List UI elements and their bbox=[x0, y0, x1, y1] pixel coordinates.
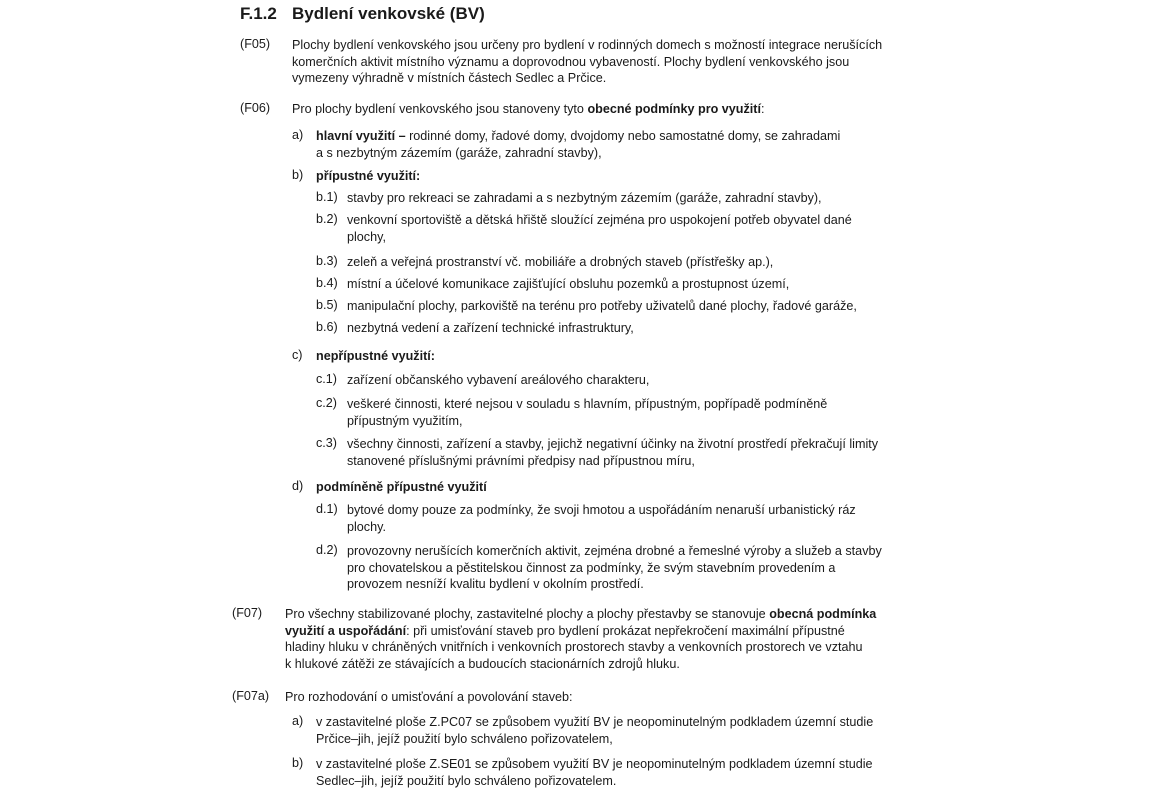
sublist-line: plochy. bbox=[347, 519, 386, 534]
sublist-line: nezbytná vedení a zařízení technické infrastruktury, bbox=[347, 321, 634, 335]
list-title-d: podmíněně přípustné využití bbox=[316, 480, 487, 494]
f07-bold: obecná podmínka bbox=[769, 607, 877, 621]
f07-text: Pro všechny stabilizované plochy, zastavitelné plochy a plochy přestavby se stanovuje bbox=[285, 607, 770, 621]
sublist-line: veškeré činnosti, které nejsou v souladu s hlavním, přípustným, popřípadě podmíněně bbox=[347, 397, 828, 411]
list-label-c: c) bbox=[292, 348, 303, 362]
section-number: F.1.2 bbox=[240, 4, 277, 23]
sublist-line: provozovny nerušících komerčních aktivit, zejména drobné a řemeslné výroby a služeb a stavby bbox=[347, 544, 882, 558]
f07-text: : při umisťování staveb pro bydlení prokázat nepřekročení maximální přípustné bbox=[406, 623, 845, 638]
f05-line: Plochy bydlení venkovského jsou určeny pro bydlení v rodinných domech s možností integrace nerušících bbox=[292, 38, 883, 52]
sublist-line: zařízení občanského vybavení areálového charakteru, bbox=[347, 373, 650, 387]
list-label-a: a) bbox=[292, 128, 304, 142]
sublist-item bbox=[347, 436, 898, 469]
sublist-line: pro chovatelskou a pěstitelskou činnost za podmínky, že svým stavebním provedením a bbox=[347, 560, 836, 575]
sublist-item bbox=[347, 212, 898, 245]
list-item bbox=[316, 714, 898, 747]
list-label-d: d) bbox=[292, 479, 304, 493]
sublist-item bbox=[347, 372, 898, 389]
sublist-label: b.4) bbox=[316, 276, 338, 290]
sublist-line: zeleň a veřejná prostranství vč. mobiliáře a drobných staveb (přístřešky ap.), bbox=[347, 255, 774, 269]
sublist-line: venkovní sportoviště a dětská hřiště sloužící zejména pro uspokojení potřeb obyvatel dané bbox=[347, 213, 852, 227]
sublist-line: bytové domy pouze za podmínky, že svoji hmotou a uspořádáním nenaruší urbanistický ráz bbox=[347, 503, 856, 517]
f07-text: hladiny hluku v chráněných vnitřních i venkovních prostorech stavby a venkovních prostorech ve vztahu bbox=[285, 640, 863, 654]
sublist-label: d.1) bbox=[316, 502, 338, 516]
sublist-label: d.2) bbox=[316, 543, 338, 557]
list-item bbox=[316, 756, 898, 789]
list-label: b) bbox=[292, 756, 304, 770]
f07-bold: využití a uspořádání bbox=[285, 623, 407, 638]
sublist-line: stavby pro rekreaci se zahradami a s nezbytným zázemím (garáže, zahradní stavby), bbox=[347, 191, 822, 205]
sublist-line: manipulační plochy, parkoviště na terénu pro potřeby uživatelů dané plochy, řadové garáže, bbox=[347, 299, 857, 313]
paragraph-f07 bbox=[285, 606, 898, 672]
a-bold-title: hlavní využití – bbox=[316, 129, 406, 143]
a-text-line2: a s nezbytným zázemím (garáže, zahradní stavby), bbox=[316, 145, 602, 160]
sublist-label: b.2) bbox=[316, 212, 338, 226]
list-label: a) bbox=[292, 714, 304, 728]
section-heading bbox=[240, 4, 485, 24]
f05-line: komerčních aktivit místního významu a doprovodnou vybaveností. Plochy bydlení venkovského jsou bbox=[292, 54, 850, 69]
f06-intro-suffix: : bbox=[760, 102, 765, 116]
a-text: rodinné domy, řadové domy, dvojdomy nebo samostatné domy, se zahradami bbox=[405, 129, 841, 143]
sublist-line: stanovené příslušnými právními předpisy nad přípustnou míru, bbox=[347, 453, 695, 468]
sublist-label: c.2) bbox=[316, 396, 337, 410]
sublist-label: b.3) bbox=[316, 254, 338, 268]
f06-intro-text: Pro plochy bydlení venkovského jsou stanoveny tyto bbox=[292, 102, 588, 116]
paragraph-code-f07: (F07) bbox=[232, 606, 263, 620]
sublist-item bbox=[347, 502, 898, 535]
sublist-item bbox=[347, 396, 898, 429]
sublist-item bbox=[347, 298, 898, 315]
paragraph-code-f05: (F05) bbox=[240, 37, 271, 51]
f06-intro-bold: obecné podmínky pro využití bbox=[587, 102, 761, 116]
list-item-a bbox=[316, 128, 898, 161]
sublist-label: c.1) bbox=[316, 372, 337, 386]
list-label-b: b) bbox=[292, 168, 304, 182]
sublist-item bbox=[347, 276, 898, 293]
paragraph-f05 bbox=[292, 37, 898, 87]
list-title-b: přípustné využití: bbox=[316, 169, 421, 183]
list-title-c: nepřípustné využití: bbox=[316, 349, 435, 363]
f05-line: vymezeny výhradně v místních částech Sedlec a Prčice. bbox=[292, 71, 607, 85]
paragraph-f07a-intro: Pro rozhodování o umisťování a povolování staveb: bbox=[285, 690, 573, 704]
sublist-item bbox=[347, 254, 898, 271]
list-line: v zastavitelné ploše Z.PC07 se způsobem využití BV je neopominutelným podkladem územní studie bbox=[316, 715, 874, 729]
paragraph-f06-intro bbox=[292, 101, 898, 118]
list-line: Prčice–jih, jejíž použití bylo schváleno pořizovatelem, bbox=[316, 731, 613, 746]
sublist-line: plochy, bbox=[347, 229, 386, 244]
sublist-item bbox=[347, 543, 898, 593]
sublist-label: b.1) bbox=[316, 190, 338, 204]
sublist-line: všechny činnosti, zařízení a stavby, jejichž negativní účinky na životní prostředí překračují limity bbox=[347, 437, 879, 451]
section-title: Bydlení venkovské (BV) bbox=[292, 4, 485, 23]
sublist-line: přípustným využitím, bbox=[347, 413, 463, 428]
list-line: v zastavitelné ploše Z.SE01 se způsobem využití BV je neopominutelným podkladem územní studie bbox=[316, 757, 873, 771]
paragraph-code-f06: (F06) bbox=[240, 101, 271, 115]
sublist-line: provozem nesníží kvalitu bydlení v okolním prostředí. bbox=[347, 577, 644, 591]
sublist-label: b.6) bbox=[316, 320, 338, 334]
sublist-item bbox=[347, 320, 898, 337]
list-line: Sedlec–jih, jejíž použití bylo schváleno pořizovatelem. bbox=[316, 773, 617, 788]
paragraph-code-f07a: (F07a) bbox=[232, 689, 270, 703]
sublist-item bbox=[347, 190, 898, 207]
sublist-label: b.5) bbox=[316, 298, 338, 312]
sublist-label: c.3) bbox=[316, 436, 337, 450]
f07-text: k hlukové zátěži ze stávajících a budoucích stacionárních zdrojů hluku. bbox=[285, 656, 680, 671]
sublist-line: místní a účelové komunikace zajišťující obsluhu pozemků a prostupnost území, bbox=[347, 277, 790, 291]
